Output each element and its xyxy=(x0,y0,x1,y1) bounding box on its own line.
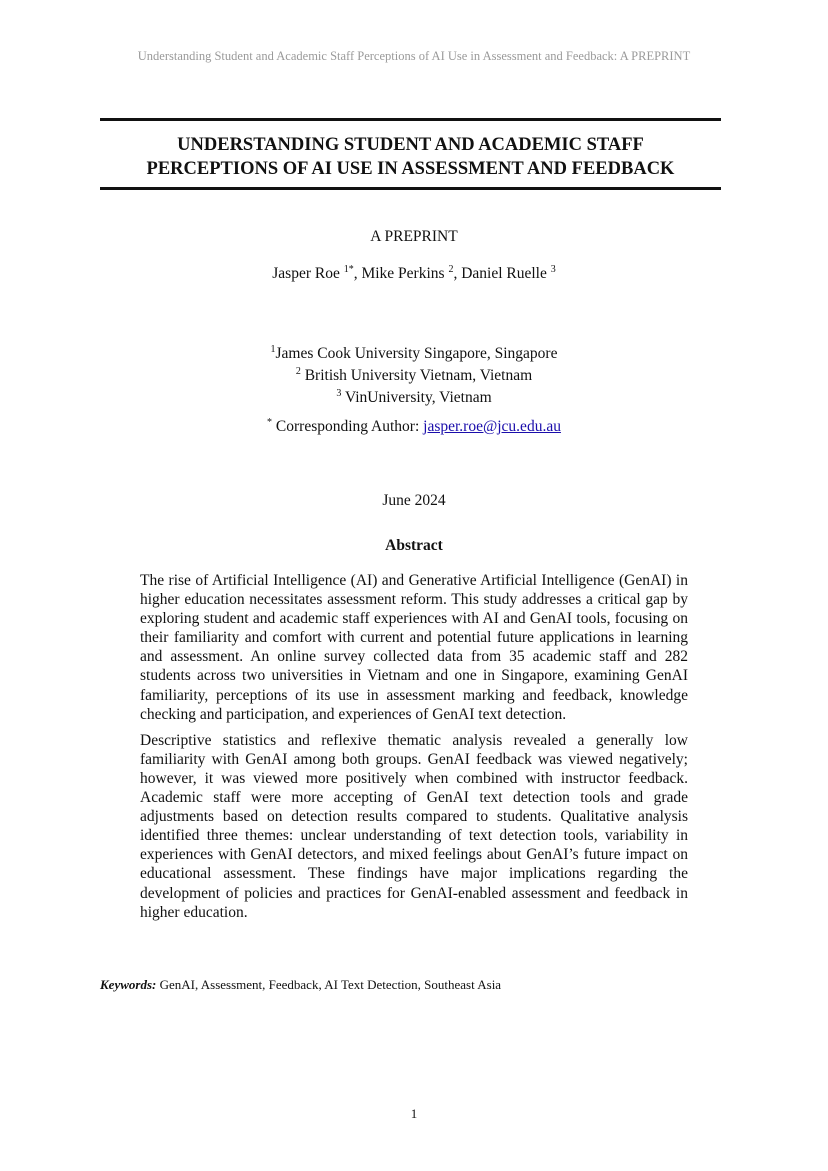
affiliation-mark: 3 xyxy=(336,388,342,399)
title-rule-top xyxy=(100,118,721,121)
affiliation-item xyxy=(0,343,828,365)
page-number: 1 xyxy=(410,1106,418,1121)
affiliation-text: James Cook University Singapore, Singapore xyxy=(275,345,558,362)
abstract-paragraph: Descriptive statistics and reflexive thematic analysis revealed a generally low familiarity with GenAI among both groups. GenAI feedback was viewed negatively; however, it was viewed more positively when combined with instructor feedback. Academic staff were more accepting of GenAI text detection tools and grade adjustments based on detection results compared to students. Qualitative analysis identified three themes: unclear understanding of text detection tools, variability in experiences with GenAI detectors, and mixed feelings about GenAI’s future impact on educational assessment. These findings have major implications regarding the development of policies and practices for GenAI-enabled assessment and feedback in higher education. xyxy=(140,731,688,921)
title-rule-bottom xyxy=(100,187,721,190)
abstract-paragraph: The rise of Artificial Intelligence (AI) and Generative Artificial Intelligence (GenAI) in higher education necessitates assessment reform. This study addresses a critical gap by exploring student and academic staff experiences with AI and GenAI tools, focusing on their familiarity and comfort with current and potential future applications in learning and assessment. An online survey collected data from 35 academic staff and 282 students across two universities in Vietnam and one in Singapore, examining GenAI familiarity, perceptions of its use in assessment marking and feedback, knowledge checking and participation, and experiences of GenAI text detection. xyxy=(140,572,688,723)
running-head: Understanding Student and Academic Staff Perceptions of AI Use in Assessment and Feedback: A PREPRINT xyxy=(137,49,691,63)
affiliation-text: VinUniversity, Vietnam xyxy=(344,389,492,406)
abstract-body xyxy=(140,571,688,929)
affiliation-item xyxy=(0,365,828,387)
paper-title xyxy=(100,133,721,181)
author-name: Mike Perkins xyxy=(361,265,445,282)
affiliation-mark: 1 xyxy=(270,344,276,355)
author-name: Daniel Ruelle xyxy=(461,265,547,282)
affiliation-list xyxy=(0,343,828,409)
corresponding-author xyxy=(0,418,828,436)
keywords-label: Keywords: xyxy=(100,977,157,992)
author-name: Jasper Roe xyxy=(272,265,340,282)
corresponding-label: Corresponding Author: xyxy=(275,418,420,435)
publication-date: June 2024 xyxy=(382,492,446,509)
affiliation-item xyxy=(0,387,828,409)
affiliation-mark: 2 xyxy=(295,366,301,377)
title-line-1: UNDERSTANDING STUDENT AND ACADEMIC STAFF xyxy=(177,135,644,155)
corresponding-email-link[interactable]: jasper.roe@jcu.edu.au xyxy=(423,418,561,435)
corresponding-mark: * xyxy=(267,417,273,428)
keywords-list: GenAI, Assessment, Feedback, AI Text Detection, Southeast Asia xyxy=(159,977,502,992)
author-list: Jasper Roe $^{1*}$, Mike Perkins $^2$, Daniel Ruelle $^3$ xyxy=(272,264,556,282)
affiliation-text: British University Vietnam, Vietnam xyxy=(304,367,533,384)
abstract-heading: Abstract xyxy=(385,537,443,554)
author-affiliation-mark: 1* xyxy=(343,264,354,275)
preprint-label: A PREPRINT xyxy=(370,228,458,245)
author-affiliation-mark: 2 xyxy=(448,264,454,275)
author-affiliation-mark: 3 xyxy=(550,264,556,275)
title-line-2: PERCEPTIONS OF AI USE IN ASSESSMENT AND FEEDBACK xyxy=(146,159,675,179)
keywords xyxy=(100,977,501,993)
